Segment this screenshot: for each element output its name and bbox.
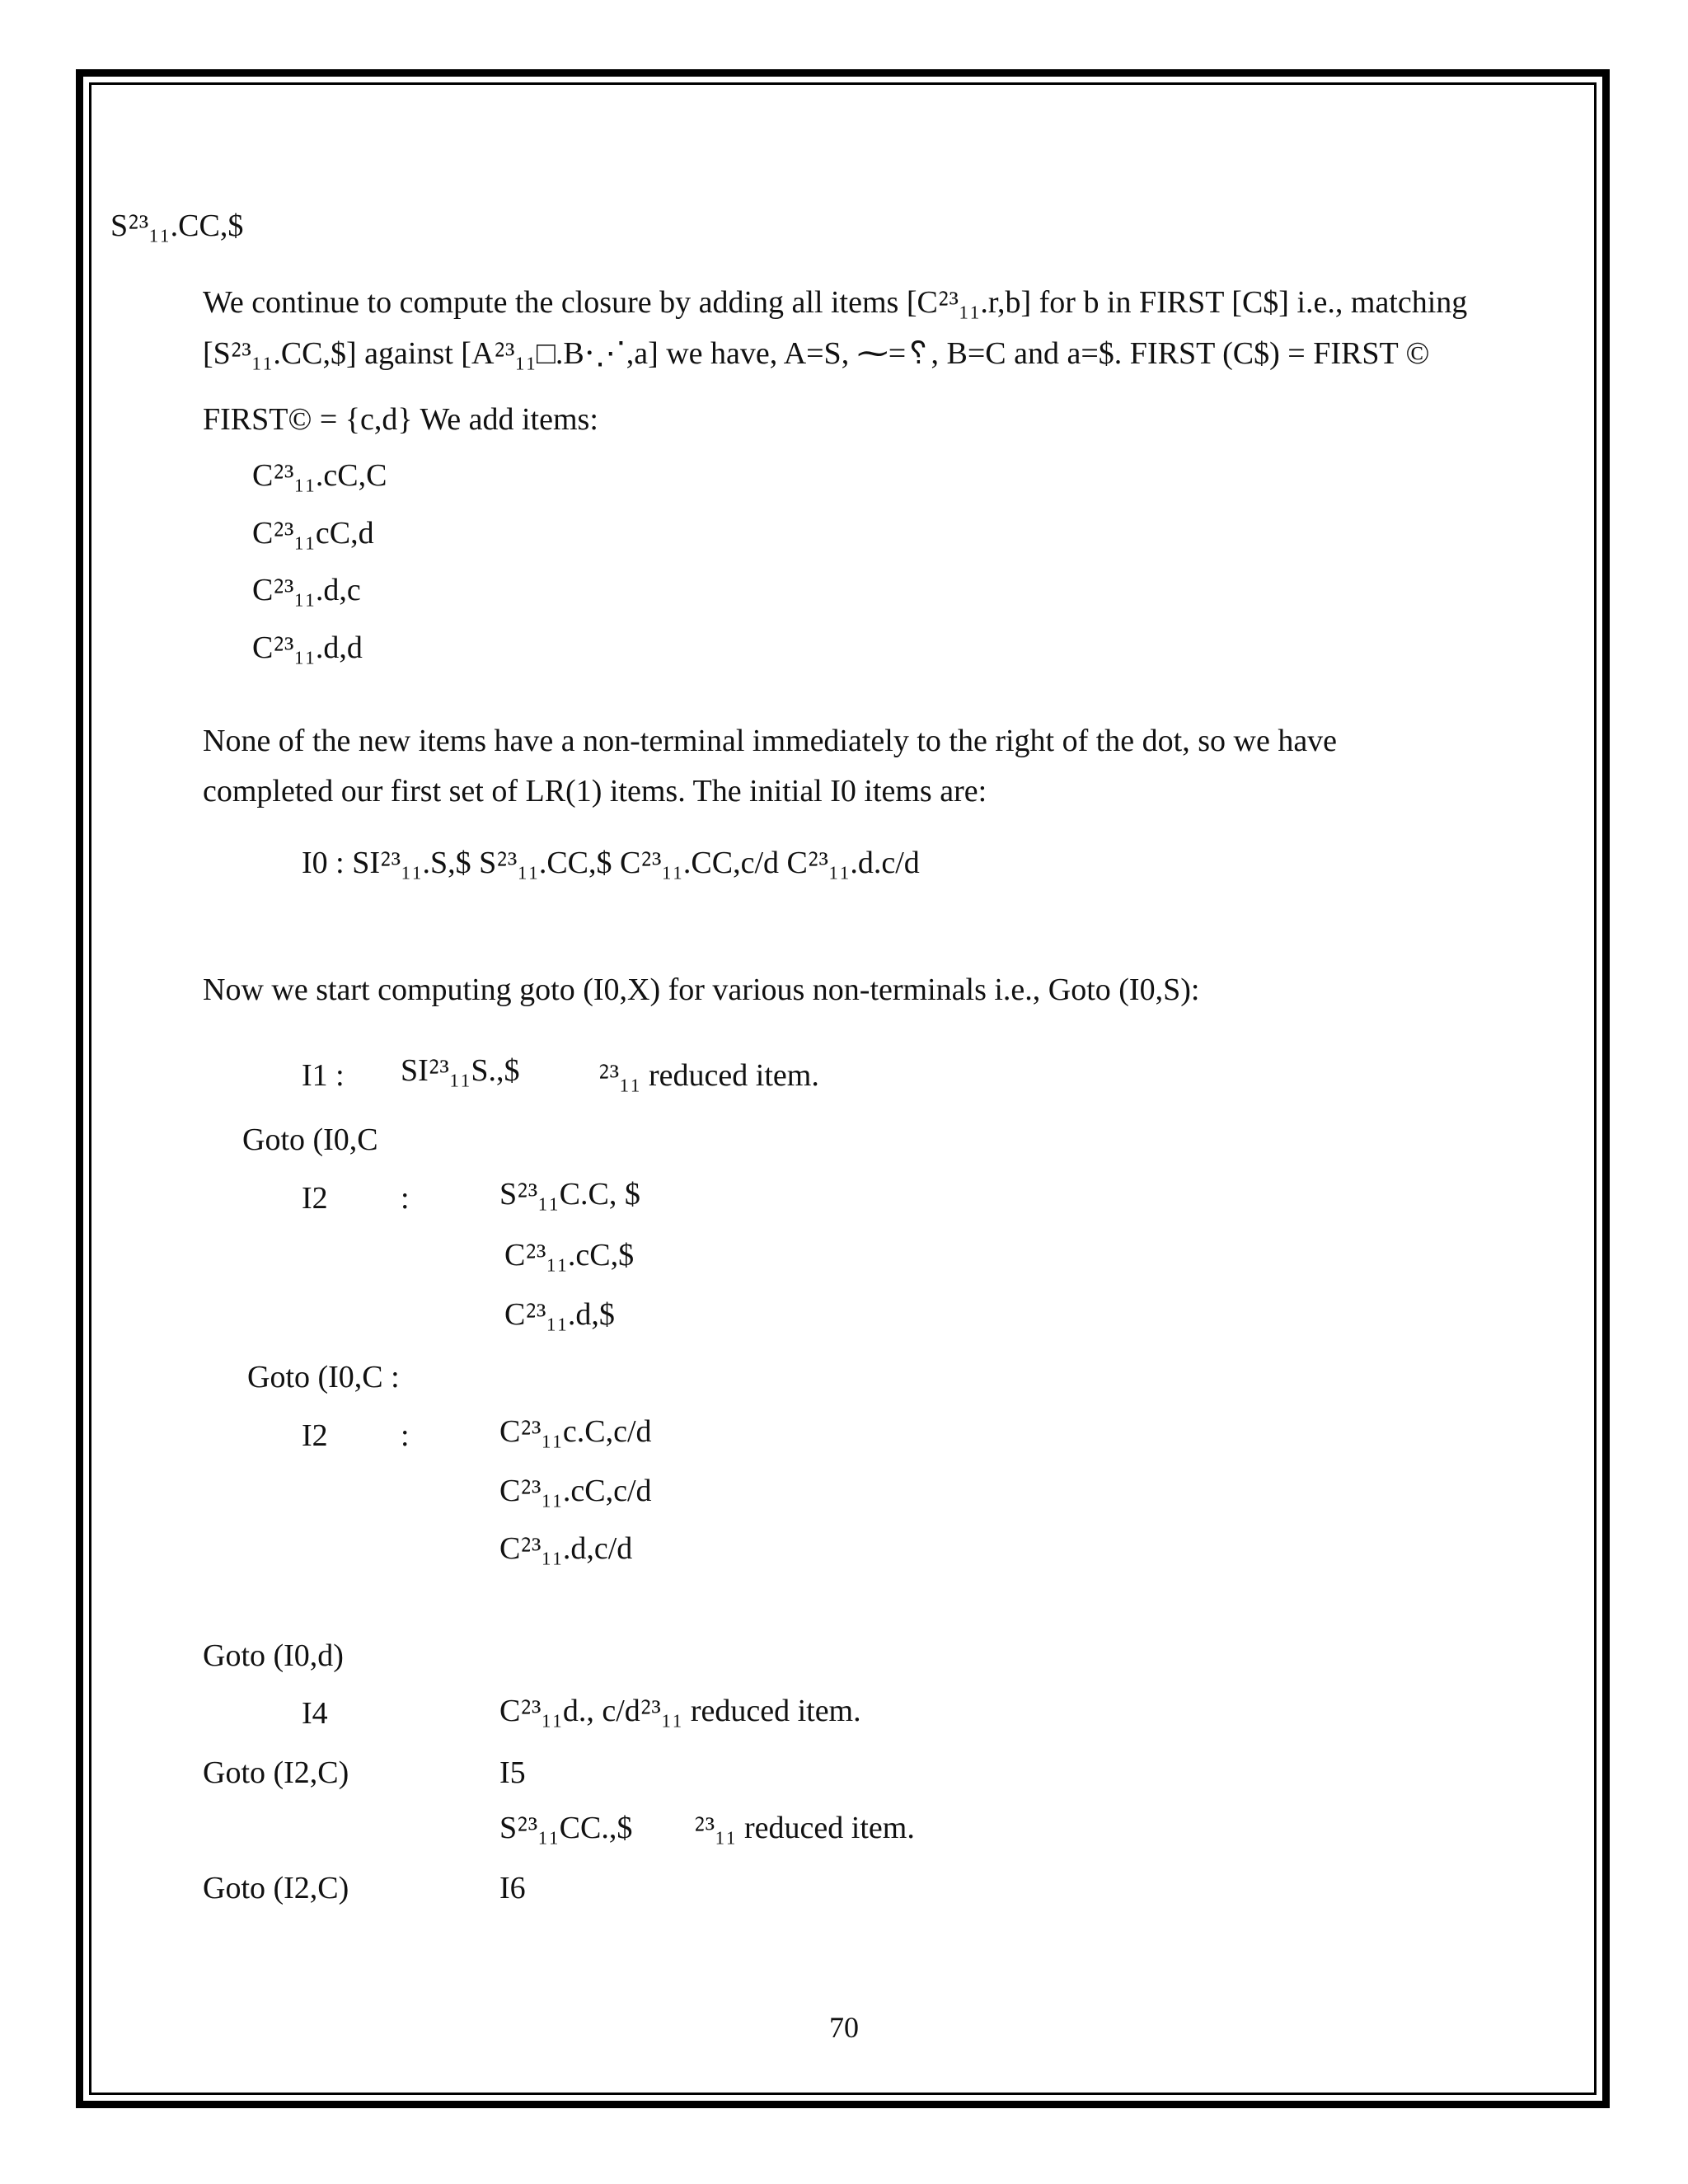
text-line: C⁲³₁₁.cC,C	[252, 458, 387, 493]
text-line: ⁲³₁₁ reduced item.	[694, 1811, 915, 1845]
text-line: I2	[302, 1181, 328, 1216]
text-line: None of the new items have a non-terminal immediately to the right of the dot, so we have	[203, 724, 1338, 758]
text-line: S⁲³₁₁CC.,$	[499, 1811, 633, 1845]
text-line: C⁲³₁₁.d,c	[252, 573, 361, 607]
text-line: I6	[499, 1871, 526, 1905]
text-line: I0 : SI⁲³₁₁.S,$ S⁲³₁₁.CC,$ C⁲³₁₁.CC,c/d C⁲³₁₁.d.c/d	[302, 846, 920, 880]
text-line: [S⁲³₁₁.CC,$] against [A⁲³₁₁□.B⋅⋰,a] we have, A=S, ⁓=␦, B=C and a=$. FIRST (C$) = FIRST ©	[203, 336, 1430, 371]
text-line: I4	[302, 1696, 328, 1731]
page-number: 70	[829, 2011, 859, 2044]
text-line: Goto (I0,C	[242, 1122, 378, 1157]
text-line: Goto (I0,d)	[203, 1638, 344, 1673]
text-line: FIRST© = {c,d} We add items:	[203, 402, 598, 437]
text-line: C⁲³₁₁.cC,c/d	[499, 1474, 652, 1508]
text-line: We continue to compute the closure by adding all items [C⁲³₁₁.r,b] for b in FIRST [C$] i.e., matching	[203, 285, 1468, 320]
text-line: completed our first set of LR(1) items. The initial I0 items are:	[203, 774, 987, 808]
text-line: C⁲³₁₁.d,d	[252, 630, 363, 665]
text-line: S⁲³₁₁C.C, $	[499, 1177, 640, 1212]
text-line: SI⁲³₁₁S.,$	[401, 1053, 520, 1088]
text-line: C⁲³₁₁.d,c/d	[499, 1531, 633, 1566]
text-line: C⁲³₁₁c.C,c/d	[499, 1414, 652, 1449]
text-line: :	[401, 1181, 410, 1216]
text-line: I1 :	[302, 1058, 345, 1093]
text-line: ⁲³₁₁ reduced item.	[598, 1058, 819, 1093]
text-line: C⁲³₁₁.d,$	[504, 1297, 615, 1332]
text-line: C⁲³₁₁d., c/d⁲³₁₁ reduced item.	[499, 1694, 861, 1728]
text-line: Goto (I2,C)	[203, 1755, 349, 1790]
text-line: I5	[499, 1755, 526, 1790]
text-line: I2	[302, 1418, 328, 1453]
text-line: :	[401, 1418, 410, 1453]
text-line: S⁲³₁₁.CC,$	[110, 209, 244, 243]
text-line: C⁲³₁₁.cC,$	[504, 1238, 635, 1272]
text-line: C⁲³₁₁cC,d	[252, 516, 374, 551]
text-line: Goto (I0,C :	[247, 1360, 400, 1394]
text-line: Now we start computing goto (I0,X) for various non-terminals i.e., Goto (I0,S):	[203, 972, 1200, 1007]
text-line: Goto (I2,C)	[203, 1871, 349, 1905]
